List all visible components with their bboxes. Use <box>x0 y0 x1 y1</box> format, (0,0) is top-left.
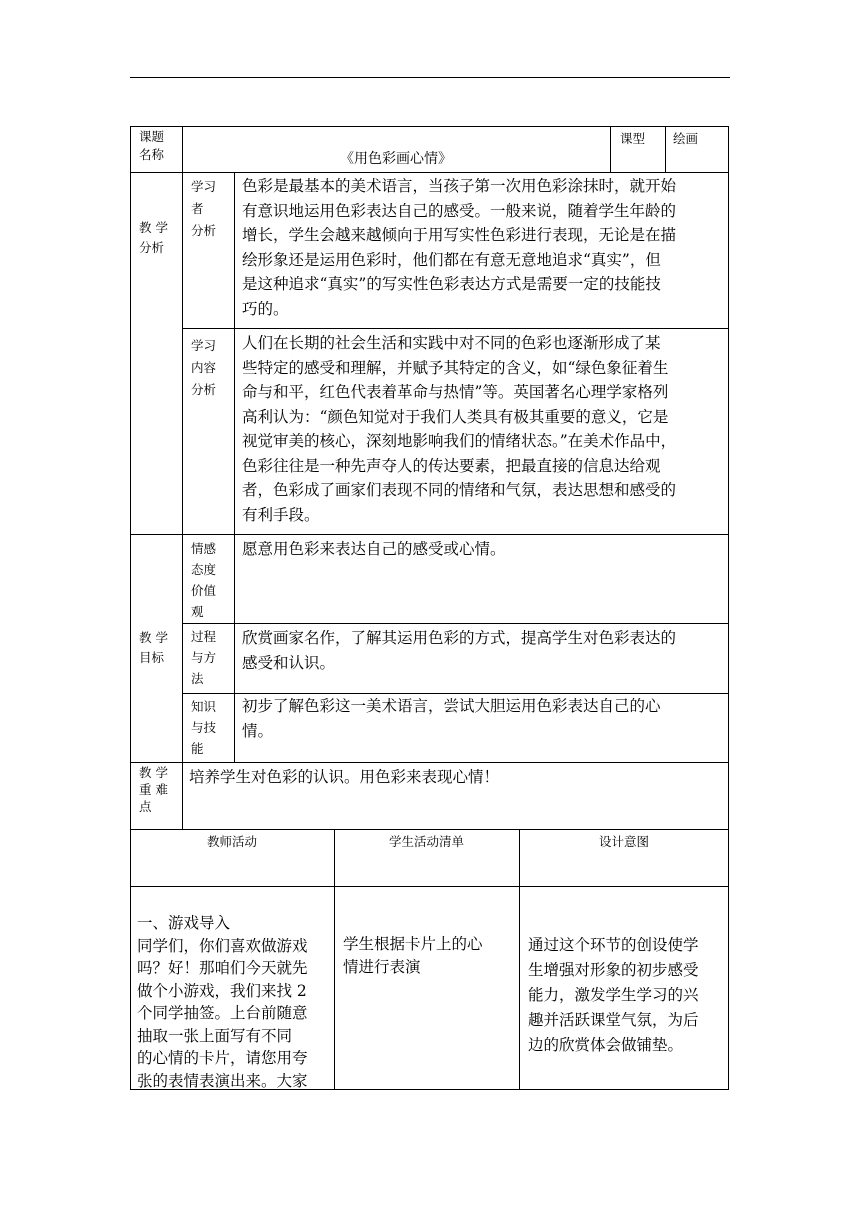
text-line: 欣赏画家名作，了解其运用色彩的方式，提高学生对色彩表达的 <box>242 629 677 647</box>
header-rule <box>130 77 730 78</box>
course-type-label: 课型 <box>620 131 646 146</box>
text-line: 有利手段。 <box>242 505 320 524</box>
teacher-activity-header: 教师活动 <box>206 834 257 849</box>
text-line: 生增强对形象的初步感受 <box>528 961 699 979</box>
design-intent-text <box>528 933 699 1058</box>
key-points-label: 教 学 重 难 点 <box>139 765 168 814</box>
process-goal-text <box>242 626 676 675</box>
skills-goal-label: 知识 与技 能 <box>191 699 217 756</box>
text-line: 绘形象还是运用色彩时，他们都在有意无意地追求“真实”，但 <box>242 250 661 269</box>
text-line: 情进行表演 <box>343 957 421 976</box>
text-line: 情。 <box>242 721 274 740</box>
course-name-label-l1: 课题 <box>139 129 165 144</box>
emotion-goal-label: 情感 态度 价值 观 <box>191 541 217 619</box>
student-activity-header: 学生活动清单 <box>388 834 464 849</box>
text-line: 能力，激发学生学习的兴 <box>528 986 699 1004</box>
text-line: 视觉审美的核心，深刻地影响我们的情绪状态。”在美术作品中， <box>242 432 677 450</box>
text-line: 初步了解色彩这一美术语言，尝试大胆运用色彩表达自己的心 <box>242 697 661 715</box>
process-goal-label: 过程 与方 法 <box>191 629 217 686</box>
text-line: 张的表情表演出来。大家 <box>137 1071 308 1090</box>
text-line: 通过这个环节的创设使学 <box>528 936 699 954</box>
text-line: 趣并活跃课堂气氛，为后 <box>528 1011 699 1029</box>
text-line: 巧的。 <box>242 299 289 318</box>
text-line: 一、游戏导入 <box>137 914 231 932</box>
content-analysis-label: 学习 内容 分析 <box>191 338 217 397</box>
key-points-text: 培养学生对色彩的认识。用色彩来表现心情！ <box>189 768 500 786</box>
text-line: 的心情的卡片，请您用夸 <box>137 1049 308 1067</box>
student-activity-text <box>343 933 483 978</box>
skills-goal-text <box>242 694 661 743</box>
text-line: 命与和平，红色代表着革命与热情”等。英国著名心理学家格列 <box>242 383 669 401</box>
text-line: 色彩是最基本的美术语言，当孩子第一次用色彩涂抹时，就开始 <box>242 177 677 195</box>
course-type-value: 绘画 <box>673 131 699 146</box>
text-line: 色彩往往是一种先声夺人的传达要素，把最直接的信息达给观 <box>242 456 661 475</box>
text-line: 同学们，你们喜欢做游戏 <box>137 936 308 955</box>
text-line: 吗？好！那咱们今天就先 <box>137 959 308 977</box>
text-line: 人们在长期的社会生活和实践中对不同的色彩也逐渐形成了某 <box>242 334 661 352</box>
text-line: 边的欣赏体会做铺垫。 <box>528 1036 684 1054</box>
teaching-analysis-label-l1: 教 学 <box>139 220 168 235</box>
learner-analysis-text <box>242 174 676 321</box>
text-line: 做个小游戏，我们来找 2 <box>137 981 307 1000</box>
text-line: 增长，学生会越来越倾向于用写实性色彩进行表现，无论是在描 <box>242 226 677 244</box>
text-line: 是这种追求“真实”的写实性色彩表达方式是需要一定的技能技 <box>242 275 661 293</box>
teaching-analysis-label <box>139 218 168 258</box>
text-line: 学生根据卡片上的心 <box>343 935 483 953</box>
course-name-label <box>139 128 164 164</box>
text-line: 抽取一张上面写有不同 <box>137 1026 293 1045</box>
content-analysis-text <box>242 331 676 527</box>
text-line: 感受和认识。 <box>242 653 336 672</box>
course-name-label-l2: 名称 <box>139 147 165 162</box>
teaching-goals-label: 教 学 目标 <box>139 630 168 665</box>
text-line: 个同学抽签。上台前随意 <box>137 1004 308 1022</box>
text-line: 高利认为：“颜色知觉对于我们人类具有极其重要的意义，它是 <box>242 407 669 426</box>
text-line: 些特定的感受和理解，并赋予其特定的含义，如“绿色象征着生 <box>242 358 669 377</box>
learner-analysis-label: 学习 者 分析 <box>191 179 217 238</box>
course-title: 《用色彩画心情》 <box>340 151 452 167</box>
text-line: 有意识地运用色彩表达自己的感受。一般来说，随着学生年龄的 <box>242 201 677 220</box>
emotion-goal-text: 愿意用色彩来表达自己的感受或心情。 <box>242 540 506 558</box>
teaching-analysis-label-l2: 分析 <box>139 240 165 255</box>
text-line: 者，色彩成了画家们表现不同的情绪和气氛，表达思想和感受的 <box>242 481 677 499</box>
design-intent-header: 设计意图 <box>598 834 649 849</box>
teacher-activity-text <box>137 912 308 1092</box>
